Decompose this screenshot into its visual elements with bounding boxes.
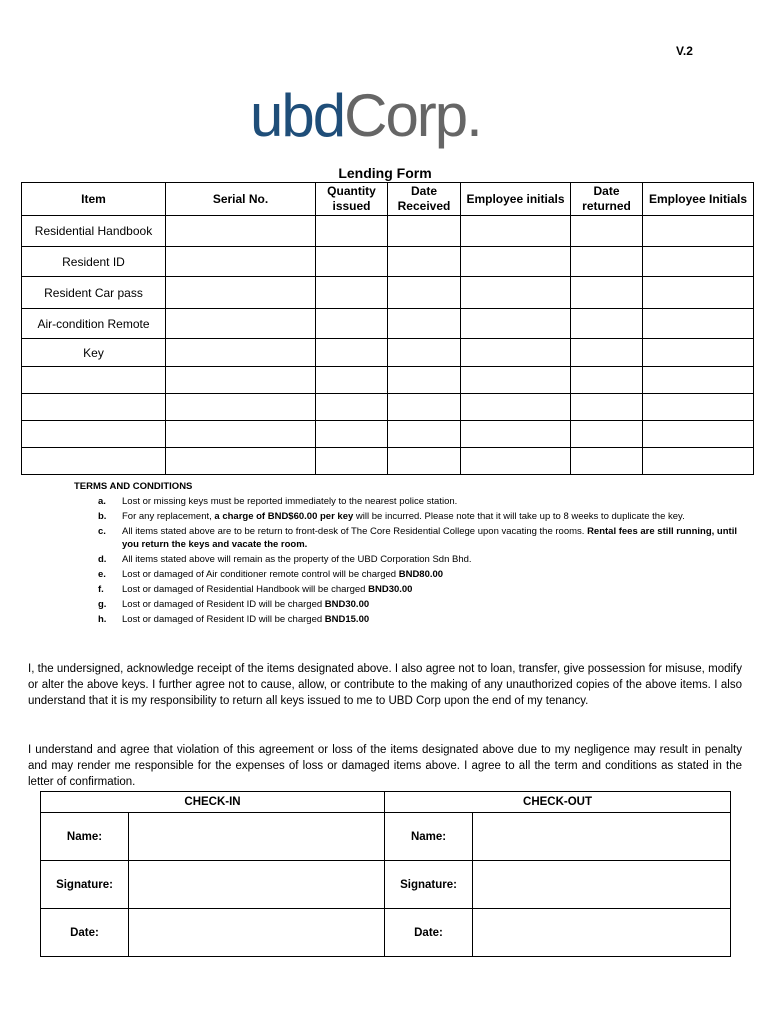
term-marker: d. <box>98 554 107 565</box>
checkout-signature-label: Signature: <box>385 861 473 909</box>
table-row <box>22 367 754 394</box>
checkin-name-label: Name: <box>41 813 129 861</box>
term-item <box>74 598 754 611</box>
logo-text-ubd: ubd <box>250 82 345 149</box>
item-entry-cell[interactable] <box>643 394 754 421</box>
term-item <box>74 495 754 508</box>
item-entry-cell[interactable] <box>461 421 571 448</box>
item-name-cell <box>22 394 166 421</box>
item-entry-cell[interactable] <box>166 247 316 277</box>
item-entry-cell[interactable] <box>461 339 571 367</box>
checkout-signature-field[interactable] <box>473 861 731 909</box>
table-row <box>22 448 754 475</box>
agreement-paragraph: I understand and agree that violation of this agreement or loss of the items designated above due to my negligence may result in penalty and may render me responsible for the expenses of loss or damaged items above. I agree to all the term and conditions as stated in the letter of confirmation. <box>28 744 742 788</box>
checkin-signature-label: Signature: <box>41 861 129 909</box>
item-name-cell <box>22 367 166 394</box>
item-entry-cell[interactable] <box>571 394 643 421</box>
term-text: All items stated above are to be return to front-desk of The Core Residential College upon vacating the rooms. Rental fees are still running, until you return the keys and vacate the room. <box>122 526 737 550</box>
lending-items-table <box>21 182 754 475</box>
term-marker: a. <box>98 496 106 507</box>
item-entry-cell[interactable] <box>388 421 461 448</box>
item-name-cell <box>22 448 166 475</box>
checkout-name-field[interactable] <box>473 813 731 861</box>
terms-and-conditions <box>74 481 754 628</box>
table-row <box>22 339 754 367</box>
item-entry-cell[interactable] <box>461 247 571 277</box>
col-header-date-received: Date Received <box>388 183 461 216</box>
table-header-row <box>22 183 754 216</box>
item-entry-cell[interactable] <box>461 367 571 394</box>
item-entry-cell[interactable] <box>571 448 643 475</box>
item-entry-cell[interactable] <box>461 216 571 247</box>
item-name-cell: Air-condition Remote <box>22 309 166 339</box>
item-entry-cell[interactable] <box>461 277 571 309</box>
version-label: V.2 <box>676 44 693 58</box>
item-entry-cell[interactable] <box>643 277 754 309</box>
term-item <box>74 553 754 566</box>
term-marker: h. <box>98 614 107 625</box>
item-name-cell: Resident Car pass <box>22 277 166 309</box>
item-entry-cell[interactable] <box>643 421 754 448</box>
item-entry-cell[interactable] <box>643 216 754 247</box>
item-name-cell: Resident ID <box>22 247 166 277</box>
term-item <box>74 583 754 596</box>
term-text: Lost or damaged of Resident ID will be charged BND30.00 <box>122 599 370 610</box>
term-item <box>74 525 754 551</box>
item-entry-cell[interactable] <box>316 448 388 475</box>
checkin-date-label: Date: <box>41 909 129 957</box>
col-header-date-returned: Date returned <box>571 183 643 216</box>
table-row <box>22 421 754 448</box>
item-entry-cell[interactable] <box>166 309 316 339</box>
item-entry-cell[interactable] <box>643 309 754 339</box>
table-row <box>22 247 754 277</box>
term-marker: e. <box>98 569 106 580</box>
item-entry-cell[interactable] <box>166 394 316 421</box>
item-name-cell: Residential Handbook <box>22 216 166 247</box>
item-entry-cell[interactable] <box>571 309 643 339</box>
item-entry-cell[interactable] <box>316 277 388 309</box>
item-entry-cell[interactable] <box>571 216 643 247</box>
check-out-header: CHECK-OUT <box>385 792 731 813</box>
item-entry-cell[interactable] <box>166 216 316 247</box>
acknowledgement-paragraph: I, the undersigned, acknowledge receipt of the items designated above. I also agree not to loan, transfer, give possession for misuse, modify or alter the above keys. I further agree not to cause, allow, or contribute to the making of any unauthorized copies of the above items. I also understand that it is my responsibility to return all keys issued to me to UBD Corp upon the end of my tenancy. <box>28 663 742 707</box>
item-entry-cell[interactable] <box>388 216 461 247</box>
item-entry-cell[interactable] <box>461 394 571 421</box>
item-entry-cell[interactable] <box>316 394 388 421</box>
term-item <box>74 510 754 523</box>
term-marker: c. <box>98 526 106 537</box>
item-entry-cell[interactable] <box>316 339 388 367</box>
checkin-name-field[interactable] <box>129 813 385 861</box>
checkout-name-label: Name: <box>385 813 473 861</box>
form-title: Lending Form <box>338 165 432 181</box>
item-entry-cell[interactable] <box>388 247 461 277</box>
ubdcorp-logo <box>250 82 522 154</box>
item-entry-cell[interactable] <box>166 367 316 394</box>
terms-heading: TERMS AND CONDITIONS <box>74 481 193 492</box>
term-text: Lost or damaged of Air conditioner remote control will be charged BND80.00 <box>122 569 444 580</box>
item-entry-cell[interactable] <box>316 216 388 247</box>
item-entry-cell[interactable] <box>316 247 388 277</box>
term-text: Lost or damaged of Residential Handbook will be charged BND30.00 <box>122 584 413 595</box>
table-row <box>22 216 754 247</box>
term-text: All items stated above will remain as the property of the UBD Corporation Sdn Bhd. <box>122 554 472 565</box>
term-marker: f. <box>98 584 104 595</box>
term-item <box>74 568 754 581</box>
term-text: For any replacement, a charge of BND$60.00 per key will be incurred. Please note that it will take up to 8 weeks to duplicate the key. <box>122 511 685 522</box>
item-entry-cell[interactable] <box>316 309 388 339</box>
item-entry-cell[interactable] <box>643 367 754 394</box>
checkin-date-field[interactable] <box>129 909 385 957</box>
item-entry-cell[interactable] <box>461 448 571 475</box>
table-row <box>22 277 754 309</box>
item-name-cell <box>22 421 166 448</box>
item-entry-cell[interactable] <box>316 367 388 394</box>
item-entry-cell[interactable] <box>388 367 461 394</box>
item-entry-cell[interactable] <box>388 394 461 421</box>
item-entry-cell[interactable] <box>571 421 643 448</box>
table-row <box>22 394 754 421</box>
term-text: Lost or damaged of Resident ID will be charged BND15.00 <box>122 614 370 625</box>
term-text: Lost or missing keys must be reported immediately to the nearest police station. <box>122 496 458 507</box>
item-entry-cell[interactable] <box>388 309 461 339</box>
term-marker: g. <box>98 599 107 610</box>
term-marker: b. <box>98 511 107 522</box>
item-name-cell: Key <box>22 339 166 367</box>
checkout-date-field[interactable] <box>473 909 731 957</box>
item-entry-cell[interactable] <box>166 277 316 309</box>
check-in-header: CHECK-IN <box>41 792 385 813</box>
item-entry-cell[interactable] <box>461 309 571 339</box>
item-entry-cell[interactable] <box>643 247 754 277</box>
check-in-out-table <box>40 791 731 957</box>
svg-text:ubdCorp. <box>250 82 481 149</box>
item-entry-cell[interactable] <box>166 448 316 475</box>
item-entry-cell[interactable] <box>571 367 643 394</box>
table-row <box>22 309 754 339</box>
item-entry-cell[interactable] <box>388 277 461 309</box>
logo-text-corp: Corp. <box>344 82 481 149</box>
item-entry-cell[interactable] <box>388 339 461 367</box>
item-entry-cell[interactable] <box>571 339 643 367</box>
col-header-serial: Serial No. <box>166 183 316 216</box>
col-header-quantity: Quantity issued <box>316 183 388 216</box>
item-entry-cell[interactable] <box>166 339 316 367</box>
checkout-date-label: Date: <box>385 909 473 957</box>
item-entry-cell[interactable] <box>316 421 388 448</box>
col-header-employee-initials: Employee initials <box>461 183 571 216</box>
checkin-signature-field[interactable] <box>129 861 385 909</box>
item-entry-cell[interactable] <box>643 339 754 367</box>
item-entry-cell[interactable] <box>571 247 643 277</box>
col-header-item: Item <box>22 183 166 216</box>
item-entry-cell[interactable] <box>643 448 754 475</box>
col-header-employee-initials-return: Employee Initials <box>643 183 754 216</box>
term-item <box>74 613 754 626</box>
item-entry-cell[interactable] <box>166 421 316 448</box>
item-entry-cell[interactable] <box>571 277 643 309</box>
item-entry-cell[interactable] <box>388 448 461 475</box>
